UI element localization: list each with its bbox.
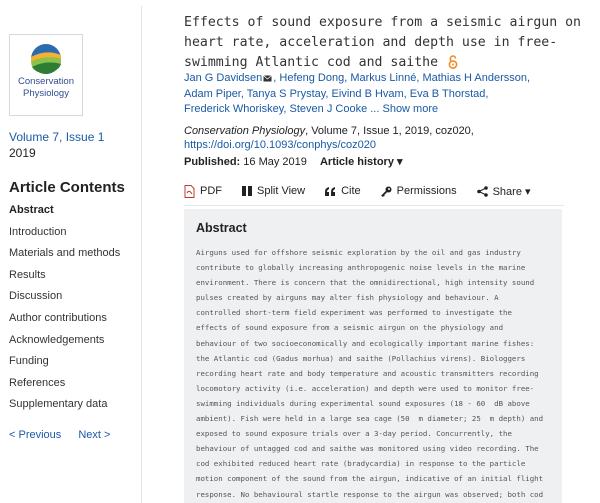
pdf-icon	[184, 185, 195, 198]
share-icon	[477, 186, 488, 197]
article-title	[184, 13, 584, 73]
permissions-button[interactable]	[381, 183, 457, 199]
toolbar-divider	[184, 205, 564, 206]
main-content	[184, 0, 594, 503]
abstract-line: locomotory activity (i.e. acceleration) and depth were used to monitor free-	[196, 383, 535, 393]
contents-item-abstract[interactable]: Abstract	[9, 204, 54, 216]
abstract-line: behaviour of two socioeconomically and ecologically important marine fishes:	[196, 338, 535, 348]
abstract-line: motion component of the sound from the airgun, indicative of an initial flight	[196, 474, 544, 484]
quote-icon	[325, 187, 336, 196]
published-date: 16 May 2019	[243, 156, 307, 168]
abstract-line: Airguns used for offshore seismic exploration by the oil and gas industry	[196, 248, 521, 257]
title-line-3-wrap	[184, 53, 584, 73]
abstract-line: environment. There is concern that the omnidirectional, high intensity sound	[196, 278, 535, 288]
article-contents-heading: Article Contents	[9, 179, 125, 196]
authors-line-1[interactable]: , Hefeng Dong, Markus Linné, Mathias H Andersson,	[273, 72, 531, 84]
abstract-text	[196, 245, 551, 502]
contents-item-materials-methods[interactable]: Materials and methods	[9, 247, 121, 260]
share-label: Share ▾	[492, 185, 531, 198]
abstract-line: exposed to sound exposure trials over a 3-day period. Concurrently, the	[196, 429, 512, 439]
logo-line-2: Physiology	[23, 88, 69, 99]
abstract-line: contribute to globally increasing anthropogenic noise levels in the marine	[196, 263, 526, 273]
contents-item-acknowledgements[interactable]: Acknowledgements	[9, 333, 105, 346]
envelope-icon[interactable]	[263, 75, 272, 82]
show-more-link[interactable]: Show more	[382, 103, 439, 115]
open-access-lock-icon	[448, 55, 458, 69]
volume-year: 2019	[9, 146, 36, 160]
published-label: Published:	[184, 156, 241, 168]
citation	[184, 124, 474, 140]
article-history-dropdown[interactable]: Article history ▾	[319, 156, 403, 168]
contents-item-funding[interactable]: Funding	[9, 355, 49, 368]
doi-link[interactable]: https://doi.org/10.1093/conphys/coz020	[184, 139, 377, 151]
pdf-label: PDF	[200, 185, 222, 197]
sidebar	[0, 0, 140, 503]
previous-link[interactable]: < Previous	[9, 429, 62, 441]
sidebar-divider	[141, 6, 142, 503]
volume-issue-link[interactable]: Volume 7, Issue 1	[9, 130, 105, 144]
abstract-panel	[184, 209, 562, 503]
split-view-label: Split View	[257, 185, 306, 197]
title-line-1: Effects of sound exposure from a seismic airgun on	[184, 15, 581, 30]
title-line-3: swimming Atlantic cod and saithe	[184, 55, 439, 70]
logo-line-1: Conservation	[18, 76, 74, 87]
pdf-button[interactable]	[184, 183, 222, 199]
journal-logo[interactable]	[9, 34, 83, 116]
journal-name: Conservation Physiology	[184, 125, 306, 137]
share-button[interactable]	[477, 183, 531, 199]
article-contents-list	[9, 203, 120, 419]
authors-line-2[interactable]: Adam Piper, Tanya S Prystay, Eivind B Hvam, Eva B Thorstad,	[184, 87, 489, 100]
authors-line-3[interactable]: Frederick Whoriskey, Steven J Cooke ...	[184, 103, 383, 115]
authors-line-3-wrap	[184, 102, 584, 118]
permissions-label: Permissions	[396, 185, 457, 197]
citation-details: , Volume 7, Issue 1, 2019, coz020,	[305, 125, 474, 137]
split-view-button[interactable]	[242, 183, 305, 199]
contents-item-discussion[interactable]: Discussion	[9, 290, 63, 303]
abstract-line: controlled short-term field experiment was performed to investigate the	[196, 308, 512, 318]
abstract-line: the Atlantic cod (Gadus morhua) and saithe (Pollachius virens). Biologgers	[196, 353, 526, 363]
article-toolbar	[184, 183, 551, 199]
title-line-2: heart rate, acceleration and depth use in free-	[184, 35, 558, 50]
contents-item-references[interactable]: References	[9, 376, 66, 389]
split-view-icon	[242, 186, 252, 196]
abstract-line: effects of sound exposure from a seismic airgun on the physiology and	[196, 323, 504, 333]
abstract-line: response. No behavioural startle response to the airgun was observed; both cod	[196, 489, 544, 499]
abstract-line: behaviour of untagged cod and saithe was monitored using video recording. The	[196, 444, 539, 454]
abstract-heading: Abstract	[196, 221, 247, 235]
conservation-physiology-logo-icon	[29, 43, 63, 75]
abstract-line: swimming individuals during experimental sound exposures (18 - 60 dB above	[196, 398, 530, 408]
published-row	[184, 155, 403, 168]
next-link[interactable]: Next >	[78, 429, 111, 441]
cite-button[interactable]	[325, 183, 361, 199]
pager	[9, 429, 124, 441]
abstract-line: recording heart rate and body temperature and acoustic transmitters recording	[196, 368, 539, 378]
contents-item-results[interactable]: Results	[9, 268, 46, 281]
key-icon	[381, 186, 392, 197]
abstract-line: ambient). Fish were held in a large sea cage (50 m diameter; 25 m depth) and	[196, 414, 544, 424]
contents-item-author-contributions[interactable]: Author contributions	[9, 311, 107, 324]
authors-block	[184, 71, 584, 118]
contents-item-introduction[interactable]: Introduction	[9, 225, 67, 238]
cite-label: Cite	[341, 185, 361, 197]
contents-item-supplementary-data[interactable]: Supplementary data	[9, 398, 108, 411]
authors-line-1-wrap	[184, 71, 584, 87]
author-first[interactable]: Jan G Davidsen	[184, 72, 263, 84]
abstract-line: cod exhibited reduced heart rate (bradycardia) in response to the particle	[196, 459, 526, 469]
abstract-line: pulses created by airguns may alter fish physiology and behaviour. A	[196, 293, 499, 303]
